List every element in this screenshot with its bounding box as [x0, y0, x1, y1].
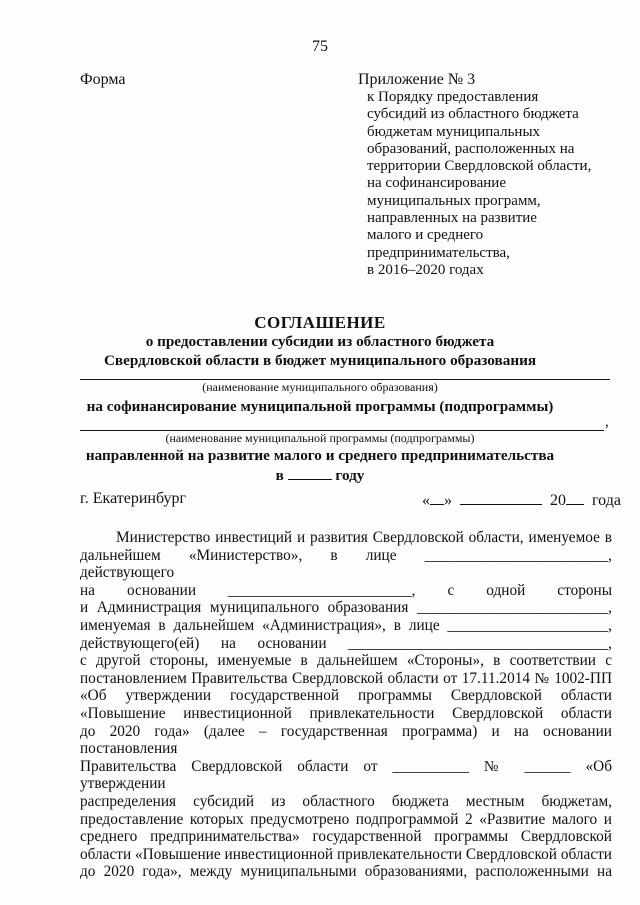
body-line: «Об утверждении государственной программы Свердловской области [80, 687, 612, 705]
body-line: до 2020 года» (далее – государственная программа) и на основании постановления [80, 722, 612, 758]
year-digits-blank [566, 490, 584, 505]
agreement-title: СОГЛАШЕНИЕ [254, 313, 386, 332]
body-line: именуемая в дальнейшем «Администрация», в лице _____________________, [80, 616, 612, 634]
page-number: 75 [312, 38, 328, 55]
appendix-title: Приложение № 3 [358, 71, 476, 88]
month-blank [460, 490, 542, 505]
appendix-line: к Порядку предоставления [367, 89, 539, 105]
appendix-line: в 2016–2020 годах [367, 261, 484, 278]
body-line: с другой стороны, именуемые в дальнейшем «Стороны», в соответствии с [80, 652, 612, 670]
agreement-subtitle-1: о предоставлении субсидии из областного бюджета [145, 333, 495, 350]
date-open-quote: « [422, 492, 430, 509]
date-line [422, 490, 621, 510]
appendix-line: направленных на развитие [367, 210, 537, 227]
body-line: на основании ________________________, с одной стороны [80, 581, 612, 599]
body-line: действующего(ей) на основании __________________________________, [80, 634, 612, 652]
body-line: среднего предпринимательства» государственной программы Свердловской [80, 828, 612, 846]
body-line: постановлением Правительства Свердловской области от 17.11.2014 № 1002-ПП [80, 669, 612, 687]
program-note: (наименование муниципальной программы (подпрограммы) [165, 431, 475, 445]
municipality-note: (наименование муниципального образования) [202, 380, 438, 394]
agreement-subtitle-2: Свердловской области в бюджет муниципального образования [103, 352, 537, 369]
date-year-suffix: года [592, 492, 621, 509]
date-year-prefix: 20 [550, 492, 566, 509]
appendix-line: территории Свердловской области, [367, 158, 592, 175]
year-blank [288, 465, 332, 480]
program-line: на софинансирование муниципальной программы (подпрограммы) [86, 398, 554, 415]
body-line: распределения субсидий из областного бюджета местным бюджетам, [80, 792, 612, 810]
year-line [0, 465, 640, 485]
body-line: предоставление которых предусмотрено подпрограммой 2 «Развитие малого и [80, 810, 612, 828]
appendix-line: бюджетам муниципальных [367, 123, 541, 140]
year-suffix: году [335, 467, 365, 484]
form-label: Форма [80, 71, 126, 88]
body-line: до 2020 года», между муниципальными образованиями, расположенными на [80, 863, 612, 881]
agreement-body [80, 529, 612, 881]
appendix-line: малого и среднего [367, 227, 484, 244]
body-line: «Повышение инвестиционной привлекательности Свердловской области [80, 704, 612, 722]
day-blank [430, 490, 444, 505]
appendix-line: предпринимательства, [367, 244, 510, 261]
appendix-line: муниципальных программ, [367, 192, 541, 209]
year-prefix: в [275, 467, 284, 484]
appendix-text [367, 89, 591, 279]
body-line: области «Повышение инвестиционной привлекательности Свердловской области [80, 845, 612, 863]
appendix-line: субсидий из областного бюджета [367, 106, 579, 123]
direction-line: направленной на развитие малого и среднего предпринимательства [85, 447, 555, 464]
city-name: г. Екатеринбург [80, 490, 187, 507]
program-comma: , [605, 414, 609, 430]
appendix-line: образований, расположенных на [367, 140, 575, 157]
body-line: Министерство инвестиций и развития Свердловской области, именуемое в [116, 529, 612, 546]
body-line: и Администрация муниципального образования _________________________, [80, 599, 612, 617]
date-close-quote: » [444, 492, 452, 509]
appendix-line: на софинансирование [367, 175, 506, 192]
body-line: Правительства Свердловской области от __________ № ______ «Об утверждении [80, 757, 612, 793]
body-line: дальнейшем «Министерство», в лице ________________________, действующего [80, 546, 612, 582]
